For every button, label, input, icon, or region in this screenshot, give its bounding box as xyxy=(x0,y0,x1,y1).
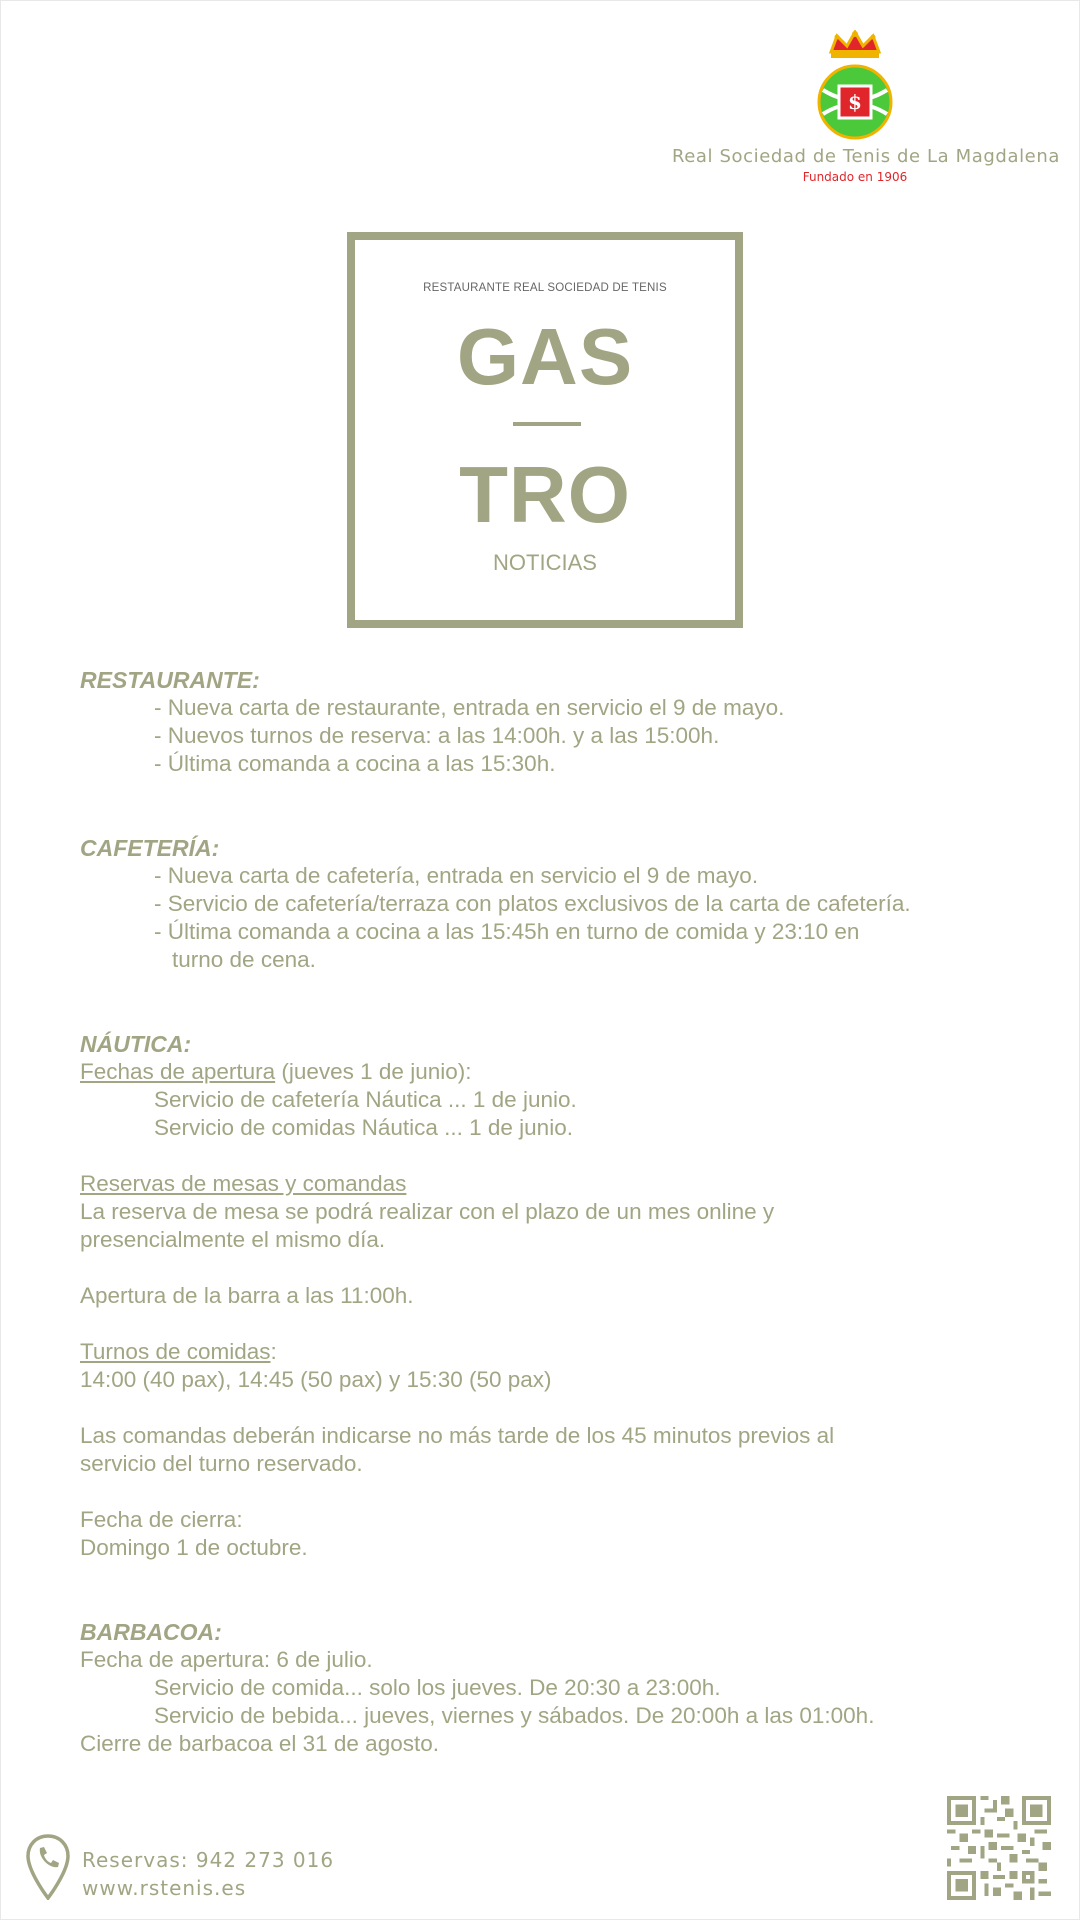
qr-code-icon[interactable] xyxy=(947,1796,1051,1900)
barbacoa-item: Servicio de bebida... jueves, viernes y sábados. De 20:00h a las 01:00h. xyxy=(154,1703,875,1728)
news-content xyxy=(80,666,1020,1758)
title-divider xyxy=(513,422,581,426)
nautica-cierre-date: Domingo 1 de octubre. xyxy=(80,1535,308,1560)
nautica-apertura-item: Servicio de cafetería Náutica ... 1 de junio. xyxy=(154,1087,577,1112)
club-crest-icon xyxy=(815,30,895,142)
nautica-comandas-text: Las comandas deberán indicarse no más tarde de los 45 minutos previos al xyxy=(80,1423,835,1448)
club-founded: Fundado en 1906 xyxy=(802,170,908,184)
title-tro: TRO xyxy=(459,450,631,539)
restaurante-item: - Nueva carta de restaurante, entrada en servicio el 9 de mayo. xyxy=(154,695,785,720)
nautica-apertura-label: Fechas de apertura xyxy=(80,1059,276,1084)
nautica-reservas-text: presencialmente el mismo día. xyxy=(80,1227,386,1252)
nautica-turnos-line xyxy=(80,1338,1020,1366)
location-phone-icon xyxy=(26,1834,70,1900)
restaurante-item: - Nuevos turnos de reserva: a las 14:00h. y a las 15:00h. xyxy=(154,723,720,748)
nautica-heading: NÁUTICA: xyxy=(80,1031,192,1057)
title-box xyxy=(347,232,743,628)
svg-text:$: $ xyxy=(848,90,862,114)
nautica-apertura-rest: (jueves 1 de junio): xyxy=(275,1059,472,1084)
nautica-cierre-label: Fecha de cierra: xyxy=(80,1507,243,1532)
club-name: Real Sociedad de Tenis de La Magdalena xyxy=(671,146,1060,167)
nautica-apertura-item: Servicio de comidas Náutica ... 1 de junio. xyxy=(154,1115,573,1140)
barbacoa-heading: BARBACOA: xyxy=(80,1619,222,1645)
nautica-apertura-line xyxy=(80,1058,1020,1086)
barbacoa-apertura: Fecha de apertura: 6 de julio. xyxy=(80,1647,373,1672)
cafeteria-item: - Servicio de cafetería/terraza con platos exclusivos de la carta de cafetería. xyxy=(154,891,911,916)
cafeteria-item: - Nueva carta de cafetería, entrada en servicio el 9 de mayo. xyxy=(154,863,759,888)
restaurante-item: - Última comanda a cocina a las 15:30h. xyxy=(154,751,556,776)
nautica-barra: Apertura de la barra a las 11:00h. xyxy=(80,1283,414,1308)
cafeteria-heading: CAFETERÍA: xyxy=(80,835,220,861)
title-section: NOTICIAS xyxy=(493,550,597,575)
title-subtitle: RESTAURANTE REAL SOCIEDAD DE TENIS xyxy=(423,282,667,294)
title-gas: GAS xyxy=(456,312,634,401)
nautica-reservas-label: Reservas de mesas y comandas xyxy=(80,1171,407,1196)
footer-website-link[interactable]: www.rstenis.es xyxy=(82,1876,247,1900)
nautica-reservas-text: La reserva de mesa se podrá realizar con el plazo de un mes online y xyxy=(80,1199,775,1224)
footer-reservas: Reservas: 942 273 016 xyxy=(82,1848,335,1872)
nautica-turnos-colon: : xyxy=(270,1339,277,1364)
barbacoa-item: Servicio de comida... solo los jueves. De 20:30 a 23:00h. xyxy=(154,1675,721,1700)
barbacoa-cierre: Cierre de barbacoa el 31 de agosto. xyxy=(80,1731,439,1756)
nautica-comandas-text: servicio del turno reservado. xyxy=(80,1451,363,1476)
nautica-turnos-label: Turnos de comidas xyxy=(80,1339,271,1364)
nautica-turnos-text: 14:00 (40 pax), 14:45 (50 pax) y 15:30 (50 pax) xyxy=(80,1367,552,1392)
restaurante-heading: RESTAURANTE: xyxy=(80,667,260,693)
cafeteria-item: - Última comanda a cocina a las 15:45h en turno de comida y 23:10 en xyxy=(154,919,860,944)
cafeteria-item: turno de cena. xyxy=(172,947,316,972)
